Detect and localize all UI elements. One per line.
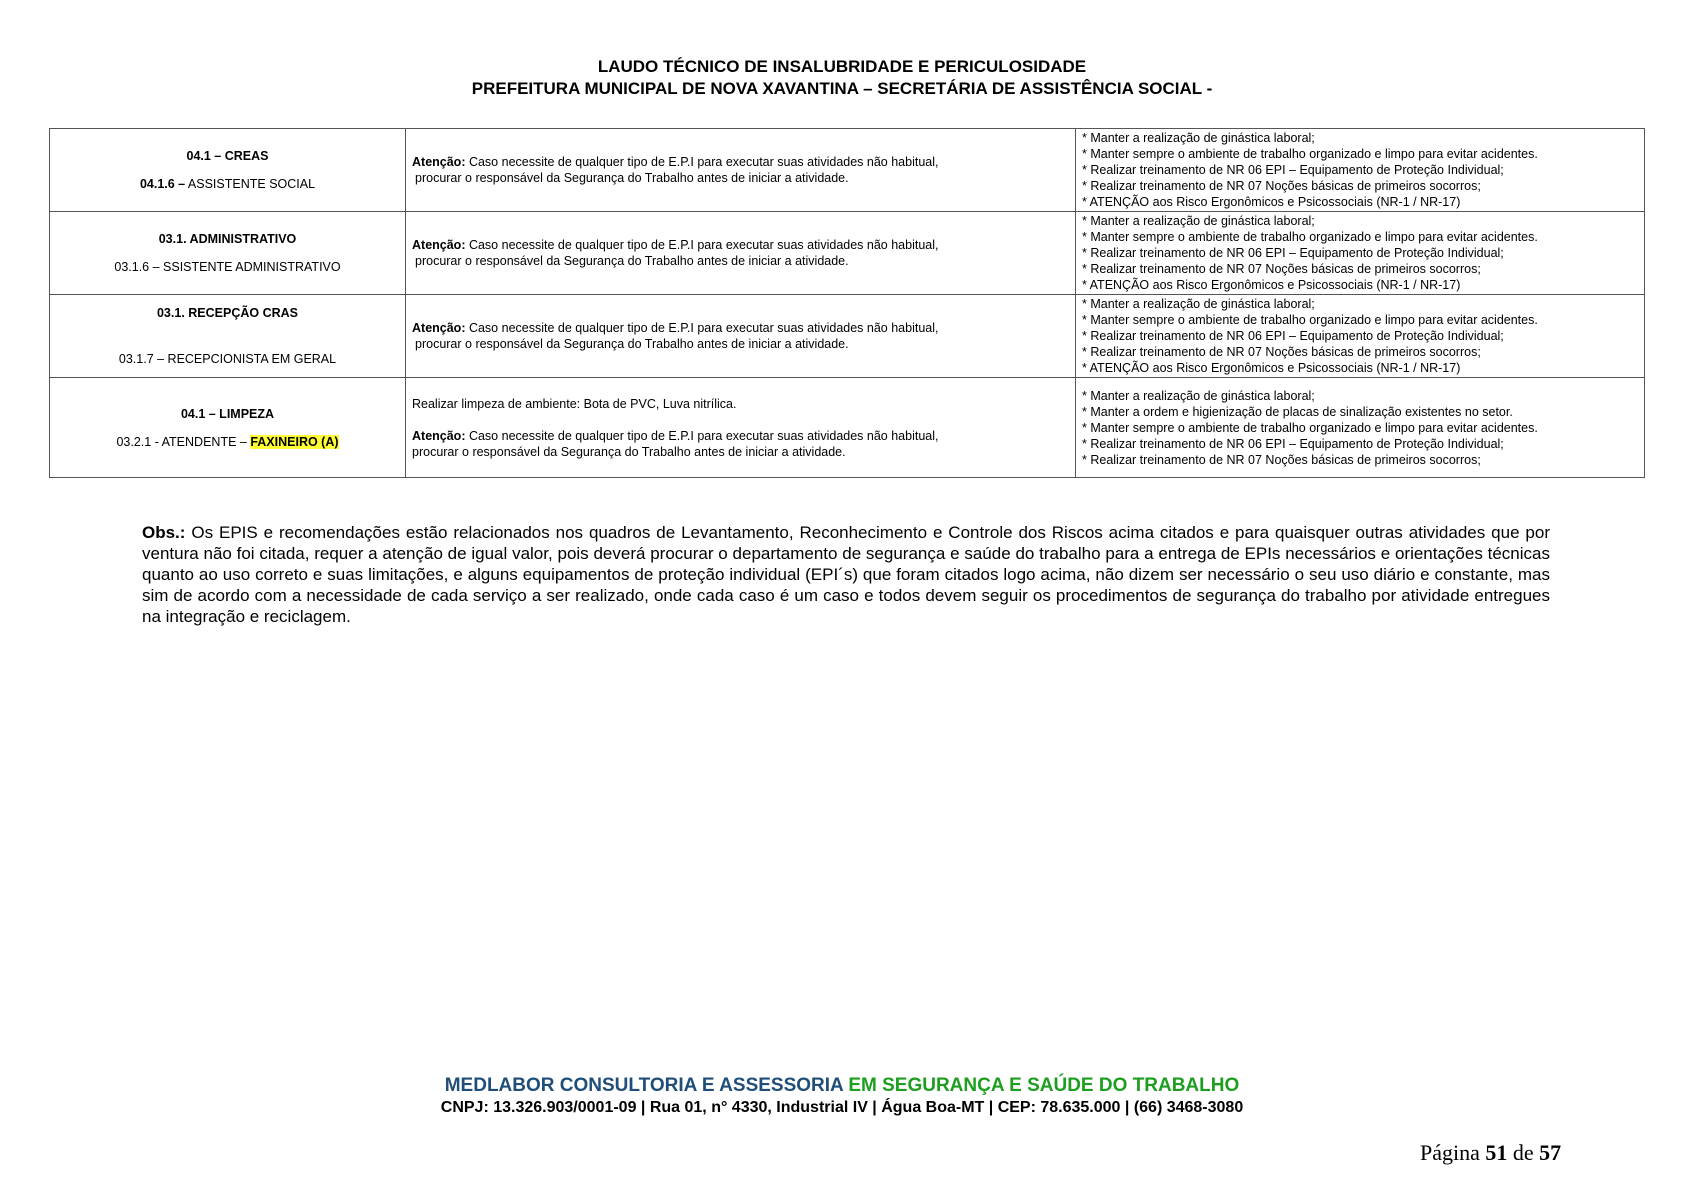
recommendation-item: * Manter a realização de ginástica laboral; xyxy=(1082,131,1315,145)
recommendation-item: * Realizar treinamento de NR 06 EPI – Equipamento de Proteção Individual; xyxy=(1082,246,1504,260)
observation-text: Os EPIS e recomendações estão relacionados nos quadros de Levantamento, Reconhecimento e Controle dos Riscos acima citados e para quaisquer outras atividades que por ventura não foi citada, requer a atenção de igual valor, pois deverá procurar o departamento de segurança e saúde do trabalho para a entrega de EPIs necessários e orientações técnicas quanto ao uso correto e suas limitações, e alguns equipamentos de proteção individual (EPI´s) que foram citados logo acima, não dizem ser necessário o seu uso diário e constante, mas sim de acordo com a necessidade de cada serviço a ser realizado, onde cada caso é um caso e todos devem seguir os procedimentos de segurança do trabalho por atividade entregues na integração e reciclagem. xyxy=(142,523,1550,626)
observation-paragraph xyxy=(142,522,1550,627)
epi-cell xyxy=(406,378,1076,478)
epi-warning-line: procurar o responsável da Segurança do Trabalho antes de iniciar a atividade. xyxy=(415,254,849,268)
recommendations-cell xyxy=(1076,212,1645,295)
page-number: Página 51 de 57 xyxy=(1420,1140,1562,1165)
recommendation-item: * Manter sempre o ambiente de trabalho organizado e limpo para evitar acidentes. xyxy=(1082,313,1538,327)
recommendation-item: * Realizar treinamento de NR 06 EPI – Equipamento de Proteção Individual; xyxy=(1082,163,1504,177)
epi-warning-line: procurar o responsável da Segurança do Trabalho antes de iniciar a atividade. xyxy=(415,337,849,351)
recommendation-item: * Manter a realização de ginástica laboral; xyxy=(1082,388,1315,403)
epi-required-line: Realizar limpeza de ambiente: Bota de PVC, Luva nitrílica. xyxy=(412,396,737,411)
role-name: 03.2.1 - ATENDENTE – FAXINEIRO (A) xyxy=(116,434,339,449)
recommendation-item: * Realizar treinamento de NR 07 Noções básicas de primeiros socorros; xyxy=(1082,179,1481,193)
recommendation-item: * Manter sempre o ambiente de trabalho organizado e limpo para evitar acidentes. xyxy=(1082,147,1538,161)
sector-title: 04.1 – CREAS xyxy=(186,149,269,163)
recommendation-item: * ATENÇÃO aos Risco Ergonômicos e Psicossociais (NR-1 / NR-17) xyxy=(1082,361,1461,375)
epi-warning-line: procurar o responsável da Segurança do Trabalho antes de iniciar a atividade. xyxy=(415,171,849,185)
recommendation-item: * Realizar treinamento de NR 07 Noções básicas de primeiros socorros; xyxy=(1082,345,1481,359)
recommendations-cell xyxy=(1076,378,1645,478)
header-title: LAUDO TÉCNICO DE INSALUBRIDADE E PERICULOSIDADE xyxy=(597,57,1087,76)
epi-cell xyxy=(406,295,1076,378)
recommendation-item: * ATENÇÃO aos Risco Ergonômicos e Psicossociais (NR-1 / NR-17) xyxy=(1082,278,1461,292)
epi-warning-line: Atenção: Caso necessite de qualquer tipo de E.P.I para executar suas atividades não habitual, xyxy=(412,155,939,169)
recommendations-cell xyxy=(1076,295,1645,378)
epi-recommendations-table xyxy=(49,128,1645,478)
sector-cell xyxy=(50,295,406,378)
epi-cell xyxy=(406,129,1076,212)
header-subtitle: PREFEITURA MUNICIPAL DE NOVA XAVANTINA – SECRETÁRIA DE ASSISTÊNCIA SOCIAL - xyxy=(471,79,1213,98)
document-header xyxy=(0,56,1684,100)
footer-company-name: MEDLABOR CONSULTORIA E ASSESSORIA EM SEGURANÇA E SAÚDE DO TRABALHO xyxy=(444,1075,1240,1096)
recommendation-item: * Manter sempre o ambiente de trabalho organizado e limpo para evitar acidentes. xyxy=(1082,420,1538,435)
recommendation-item: * Realizar treinamento de NR 07 Noções básicas de primeiros socorros; xyxy=(1082,452,1481,467)
highlighted-role: FAXINEIRO (A) xyxy=(250,434,339,449)
epi-warning-line: Atenção: Caso necessite de qualquer tipo de E.P.I para executar suas atividades não habitual, xyxy=(412,321,939,335)
observation-label: Obs.: xyxy=(142,523,186,542)
recommendation-item: * Realizar treinamento de NR 06 EPI – Equipamento de Proteção Individual; xyxy=(1082,436,1504,451)
recommendation-item: * Manter a realização de ginástica laboral; xyxy=(1082,214,1315,228)
table-row xyxy=(50,129,1645,212)
sector-title: 03.1. ADMINISTRATIVO xyxy=(158,232,297,246)
recommendations-cell xyxy=(1076,129,1645,212)
table-row xyxy=(50,295,1645,378)
sector-title: 04.1 – LIMPEZA xyxy=(180,406,275,421)
recommendation-item: * Manter a ordem e higienização de placas de sinalização existentes no setor. xyxy=(1082,404,1513,419)
sector-cell xyxy=(50,212,406,295)
table-row xyxy=(50,212,1645,295)
sector-title: 03.1. RECEPÇÃO CRAS xyxy=(156,306,298,320)
recommendation-item: * Manter sempre o ambiente de trabalho organizado e limpo para evitar acidentes. xyxy=(1082,230,1538,244)
recommendation-item: * ATENÇÃO aos Risco Ergonômicos e Psicossociais (NR-1 / NR-17) xyxy=(1082,195,1461,209)
sector-cell xyxy=(50,378,406,478)
epi-cell xyxy=(406,212,1076,295)
recommendation-item: * Realizar treinamento de NR 07 Noções básicas de primeiros socorros; xyxy=(1082,262,1481,276)
role-name: 03.1.6 – SSISTENTE ADMINISTRATIVO xyxy=(114,260,341,274)
footer-contact-line: CNPJ: 13.326.903/0001-09 | Rua 01, n° 4330, Industrial IV | Água Boa-MT | CEP: 78.635.000 | (66) 3468-3080 xyxy=(440,1099,1244,1116)
sector-cell xyxy=(50,129,406,212)
epi-warning-line: Atenção: Caso necessite de qualquer tipo de E.P.I para executar suas atividades não habitual, xyxy=(412,238,939,252)
role-name: 04.1.6 – ASSISTENTE SOCIAL xyxy=(139,177,316,191)
recommendation-item: * Realizar treinamento de NR 06 EPI – Equipamento de Proteção Individual; xyxy=(1082,329,1504,343)
epi-warning-line: Atenção: Caso necessite de qualquer tipo de E.P.I para executar suas atividades não habitual, xyxy=(412,428,939,443)
epi-warning-line: procurar o responsável da Segurança do Trabalho antes de iniciar a atividade. xyxy=(412,444,846,459)
recommendation-item: * Manter a realização de ginástica laboral; xyxy=(1082,297,1315,311)
role-name: 03.1.7 – RECEPCIONISTA EM GERAL xyxy=(118,352,337,366)
table-row xyxy=(50,378,1645,478)
